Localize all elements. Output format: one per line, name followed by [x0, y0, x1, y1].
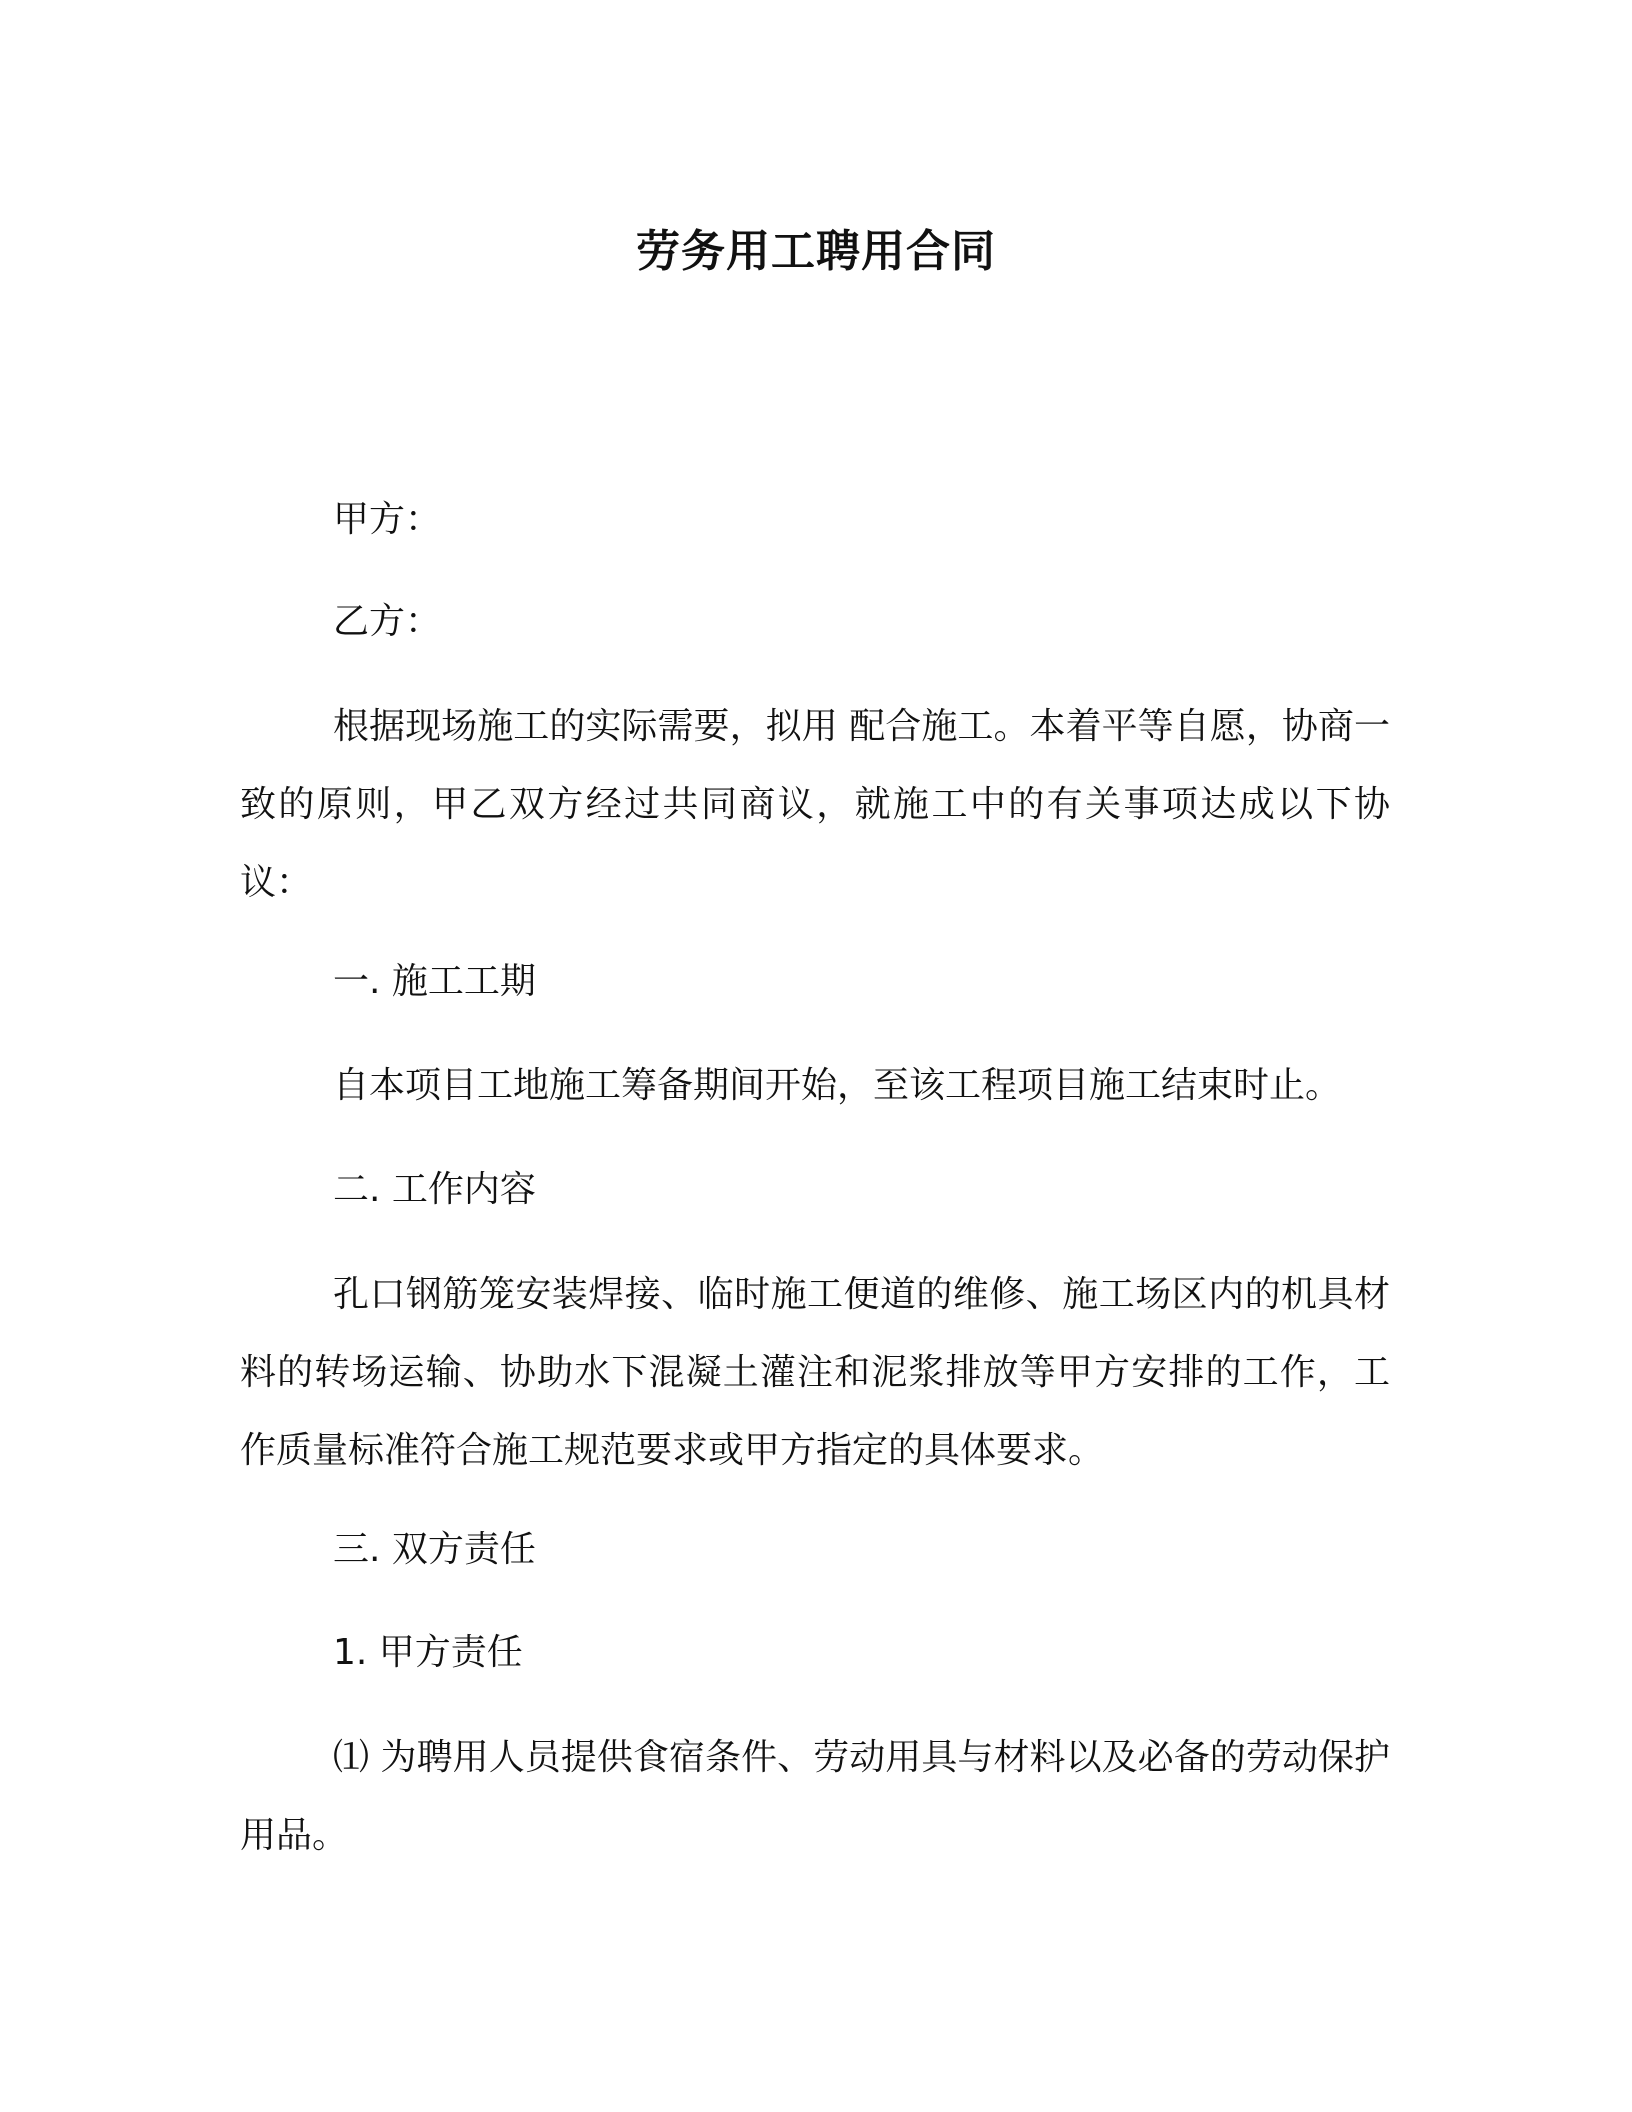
section-3-item-1: ⑴ 为聘用人员提供食宿条件、劳动用具与材料以及必备的劳动保护用品。 — [240, 1737, 1390, 1856]
document-title: 劳务用工聘用合同 — [636, 226, 996, 277]
party-a-label: 甲方： — [333, 499, 442, 540]
party-b-label: 乙方： — [333, 601, 442, 642]
section-2-body: 孔口钢筋笼安装焊接、临时施工便道的维修、施工场区内的机具材料的转场运输、协助水下混凝土灌注和泥浆排放等甲方安排的工作，工作质量标准符合施工规范要求或甲方指定的具体要求。 — [240, 1274, 1390, 1471]
section-2-heading: 二. 工作内容 — [333, 1169, 536, 1210]
section-3-subheading-1: 1. 甲方责任 — [333, 1632, 523, 1673]
section-1-heading: 一. 施工工期 — [333, 961, 536, 1002]
intro-paragraph: 根据现场施工的实际需要，拟用 配合施工。本着平等自愿，协商一致的原则，甲乙双方经过共同商议，就施工中的有关事项达成以下协议： — [240, 706, 1390, 903]
section-3-heading: 三. 双方责任 — [333, 1529, 536, 1570]
section-1-body: 自本项目工地施工筹备期间开始，至该工程项目施工结束时止。 — [333, 1065, 1342, 1106]
